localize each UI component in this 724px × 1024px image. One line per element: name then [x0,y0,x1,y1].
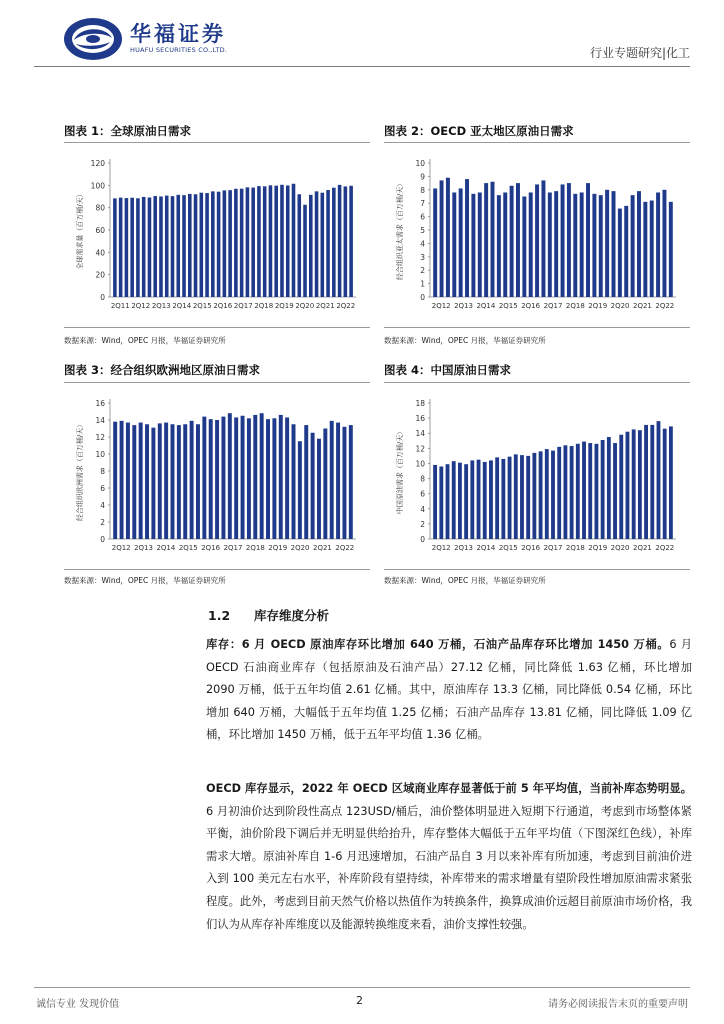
figure-3-source: 数据来源：Wind，OPEC 月报，华福证券研究所 [64,576,226,585]
x-tick-label: 2Q20 [295,302,315,310]
y-tick-label: 9 [420,172,425,182]
y-tick-label: 40 [95,248,105,258]
bar [612,191,616,297]
bar [285,417,289,539]
bar [151,428,155,539]
bar [503,192,507,297]
bar [196,424,200,539]
bar [153,196,157,297]
x-tick-label: 2Q11 [110,302,130,310]
y-tick-label: 4 [420,239,425,249]
bar [315,191,319,297]
y-tick-label: 2 [420,266,425,276]
y-axis-label: 中国原油需求（百万桶/天） [396,427,404,515]
bar [580,192,584,297]
section-number: 1.2 [208,608,231,623]
section-heading [208,606,329,624]
bar [529,192,533,297]
bar [298,441,302,539]
bar [253,415,257,539]
x-tick-label: 2Q12 [431,544,451,552]
x-tick-label: 2Q12 [131,302,151,310]
x-tick-label: 2Q16 [521,544,541,552]
y-tick-label: 0 [100,293,105,302]
bar [120,421,124,539]
x-tick-label: 2Q17 [233,302,253,310]
y-axis-label: 经合组织欧洲需求（百万桶/天） [76,420,84,522]
bar [548,192,552,297]
y-tick-label: 10 [415,159,425,168]
y-tick-label: 0 [420,535,425,544]
bar [563,445,567,539]
y-tick-label: 4 [100,501,105,510]
y-axis-label: 全球需求量（百万桶/天） [76,190,84,270]
x-tick-label: 2Q21 [633,544,652,552]
x-tick-label: 2Q15 [192,302,212,310]
bar [643,202,647,297]
bar [309,195,313,297]
bar [631,195,635,297]
bar [650,201,654,297]
paragraph-oecd-stock-body: 6 月初油价达到阶段性高点 123USD/桶后，油价整体明显进入短期下行通道，考虑到市场整体紧平衡，油价阶段下调后并无明显供给抬升，库存整体大幅低于五年平均值（下图深红色线），补库需求大增。原油补库自 1-6 月迅速增加，石油产品自 3 月以来补库有所加速，考虑到目前油价进入到 100 美元左右水平，补库阶段有望持续，补库带来的需求增量有望阶段性增加原油需求紧张程度。此外，考虑到目前天然气价格以热值作为转换条件，换算成油价远超目前原油市场价格，我们认为从库存补库维度以及能源转换维度来看，油价支撑性较强。 [206,804,692,931]
bar [205,193,209,297]
bar [489,460,493,539]
bar [240,189,244,297]
bar [554,191,558,297]
figure-4-svg [384,383,690,571]
bar [338,185,342,297]
bar [532,453,536,539]
bar [171,424,175,539]
bar [260,413,264,539]
bar [269,185,273,297]
x-tick-label: 2Q22 [336,302,356,310]
bar [215,420,219,539]
bar [561,184,565,297]
y-tick-label: 5 [420,226,425,235]
x-tick-label: 2Q22 [655,302,675,310]
bar [257,186,261,297]
y-tick-label: 0 [100,535,105,544]
figure-1-source: 数据来源：Wind，OPEC 月报，华福证券研究所 [64,336,226,345]
bar [177,425,181,539]
bar [446,464,450,539]
bar [439,466,443,539]
bar [613,443,617,539]
x-tick-label: 2Q21 [313,544,332,552]
bar [551,451,555,539]
bar [221,417,225,539]
x-tick-label: 2Q15 [498,302,518,310]
bar [332,188,336,297]
figure-3-title: 图表 3：经合组织欧洲地区原油日需求 [64,363,261,377]
paragraph-inventory-lead: 库存：6 月 OECD 原油库存环比增加 640 万桶，石油产品库存环比增加 1450 万桶。 [206,638,670,651]
bar [510,186,514,297]
x-tick-label: 2Q16 [213,302,233,310]
bar [303,205,307,297]
x-tick-label: 2Q21 [315,302,335,310]
bar [145,424,149,539]
bar [139,423,143,539]
bar [458,463,462,539]
y-tick-label: 20 [95,270,105,280]
section-title: 库存维度分析 [254,608,330,623]
y-tick-label: 6 [420,212,425,222]
bar [440,180,444,297]
bar [592,194,596,297]
x-tick-label: 2Q17 [543,302,563,310]
bar [557,447,561,539]
bar [223,190,227,297]
y-tick-label: 4 [420,504,425,514]
x-tick-label: 2Q19 [274,302,294,310]
bar [650,425,654,539]
x-tick-label: 2Q19 [588,302,608,310]
bar [483,462,487,539]
bar [190,421,194,539]
y-tick-label: 3 [420,252,425,262]
bar [459,188,463,297]
bar [286,185,290,297]
x-tick-label: 2Q14 [172,302,192,310]
bar [132,425,136,539]
logo-swirl-icon [62,16,124,62]
figure-4-title: 图表 4：中国原油日需求 [384,363,512,377]
bar [228,190,232,297]
bar [618,209,622,297]
bar [251,188,255,297]
y-tick-label: 120 [90,159,105,168]
figure-2-svg [384,143,690,329]
figure-2-source: 数据来源：Wind，OPEC 月报，华福证券研究所 [384,336,546,345]
bar [632,429,636,539]
y-tick-label: 8 [100,467,105,476]
bar [349,186,353,297]
bar [522,197,526,298]
y-tick-label: 6 [100,484,105,493]
bar [159,197,163,298]
bar [626,432,630,539]
x-tick-label: 2Q14 [476,544,496,552]
figure-1-chart [64,142,370,328]
bar [526,456,530,539]
bar [508,457,512,539]
x-tick-label: 2Q17 [223,544,243,552]
y-tick-label: 2 [420,519,425,529]
bar [638,430,642,539]
bar [464,464,468,539]
bar [321,193,325,297]
bar [516,183,520,297]
figure-4-source: 数据来源：Wind，OPEC 月报，华福证券研究所 [384,576,546,585]
bar [326,190,330,297]
figure-3-chart [64,382,370,570]
bar [211,191,215,297]
bar [292,424,296,539]
bar [637,191,641,297]
figure-2-title: 图表 2：OECD 亚太地区原油日需求 [384,124,574,138]
bar [539,451,543,539]
report-category: 行业专题研究|化工 [589,46,690,60]
figure-1-title: 图表 1：全球原油日需求 [64,124,192,138]
paragraph-inventory [206,634,692,747]
bar [478,192,482,297]
bar [669,202,673,297]
x-tick-label: 2Q18 [565,544,585,552]
x-tick-label: 2Q17 [543,544,563,552]
x-tick-label: 2Q13 [134,544,153,552]
bar [323,429,327,540]
x-tick-label: 2Q22 [655,544,675,552]
bar [624,206,628,297]
bar [165,196,169,297]
bar [541,180,545,297]
bar [656,192,660,297]
y-tick-label: 6 [420,489,425,499]
bar [477,460,481,539]
bar [535,184,539,297]
bar [520,455,524,539]
x-tick-label: 2Q18 [254,302,274,310]
bar [501,459,505,539]
bar [471,194,475,297]
bar [662,190,666,297]
x-tick-label: 2Q12 [111,544,131,552]
bar [176,195,180,297]
y-tick-label: 1 [420,279,425,289]
paragraph-inventory-body: 6 月 OECD 石油商业库存（包括原油及石油产品）27.12 亿桶，同比降低 1.63 亿桶，环比增加 2090 万桶，低于五年均值 2.61 亿桶。其中，原油库存 13.3 亿桶，同比降低 0.54 亿桶，环比增加 640 万桶，大幅低于五年均值 1.25 亿桶；石油产品库存 13.81 亿桶，同比降低 1.09 亿桶，环比增加 1450 万桶，低于五年平均值 1.36 亿桶。 [206,638,693,742]
bar [433,188,437,297]
bar [497,195,501,297]
bar [601,440,605,539]
bar [669,426,673,539]
bar [514,454,518,539]
bar [446,178,450,297]
y-tick-label: 14 [95,416,105,425]
x-tick-label: 2Q19 [268,544,288,552]
bar [182,195,186,297]
bar [452,192,456,297]
bar [317,439,321,539]
bar [470,460,474,539]
bar [657,421,661,539]
bar [484,183,488,297]
bar [599,195,603,297]
bar [330,421,334,539]
y-tick-label: 60 [95,226,105,235]
header-divider [34,66,690,67]
x-tick-label: 2Q19 [588,544,608,552]
bar [113,198,117,297]
figure-2-chart [384,142,690,328]
x-tick-label: 2Q16 [201,544,221,552]
bar [266,419,270,539]
bar [164,423,168,539]
x-tick-label: 2Q16 [521,302,541,310]
bar [194,194,198,297]
x-tick-label: 2Q15 [498,544,518,552]
paragraph-oecd-stock [206,778,692,936]
y-tick-label: 0 [420,293,425,302]
bar [491,182,495,297]
x-tick-label: 2Q13 [454,302,473,310]
x-tick-label: 2Q13 [151,302,171,310]
y-tick-label: 8 [420,185,425,195]
bar [228,413,232,539]
x-tick-label: 2Q18 [245,544,265,552]
bar [125,198,129,297]
bar [311,433,315,539]
bar [644,425,648,539]
y-tick-label: 10 [415,459,425,469]
bar [241,416,245,539]
bar [136,198,140,297]
bar [209,419,213,539]
brand-name-en: HUAFU SECURITIES CO.,LTD. [130,46,228,54]
paragraph-oecd-stock-lead: OECD 库存显示，2022 年 OECD 区域商业库存显著低于前 5 年平均值，当前补库态势明显。 [206,782,692,795]
bar [217,192,221,297]
x-tick-label: 2Q18 [565,302,585,310]
bar [200,193,204,297]
bar [183,424,187,539]
y-tick-label: 10 [95,450,105,459]
x-tick-label: 2Q21 [633,302,652,310]
x-tick-label: 2Q20 [610,302,630,310]
x-tick-label: 2Q20 [290,544,310,552]
bar [567,183,571,297]
figure-3-svg [64,383,370,571]
bar [570,446,574,539]
bar [495,457,499,539]
y-tick-label: 8 [420,474,425,484]
bar [263,186,267,297]
footer-disclaimer: 请务必阅读报告末页的重要声明 [548,999,688,1010]
bar [148,198,152,297]
bar [234,417,238,539]
footer-slogan: 诚信专业 发现价值 [36,999,120,1010]
y-tick-label: 16 [415,414,425,424]
bar [586,183,590,297]
bar [595,444,599,539]
y-tick-label: 80 [95,203,105,213]
x-tick-label: 2Q20 [610,544,630,552]
bar [545,449,549,539]
bar [246,187,250,297]
x-tick-label: 2Q12 [431,302,451,310]
figure-4-chart [384,382,690,570]
x-tick-label: 2Q22 [335,544,355,552]
bar [119,198,123,297]
x-tick-label: 2Q14 [156,544,176,552]
y-tick-label: 14 [415,429,425,439]
bar [247,418,251,539]
brand-name: 华福证券 [130,21,226,46]
company-logo [62,16,252,62]
bar [274,186,278,297]
y-tick-label: 18 [415,399,425,408]
y-tick-label: 2 [100,518,105,527]
y-tick-label: 100 [90,181,105,191]
bar [605,190,609,297]
x-tick-label: 2Q15 [178,544,198,552]
bar [158,423,162,539]
bar [292,184,296,297]
y-tick-label: 12 [95,433,105,442]
x-tick-label: 2Q13 [454,544,473,552]
bar [433,465,437,539]
bar [202,417,206,539]
bar [126,423,130,539]
bar [297,194,301,297]
bar [573,194,577,297]
bar [188,194,192,297]
y-tick-label: 12 [415,444,425,454]
bar [304,425,308,539]
bar [663,429,667,539]
bar [171,196,175,297]
bar [465,179,469,297]
bar [142,197,146,297]
bar [280,185,284,297]
bar [342,427,346,539]
bar [344,186,348,297]
bar [113,422,117,539]
bar [582,442,586,539]
x-tick-label: 2Q14 [476,302,496,310]
page-number: 2 [356,994,363,1007]
bar [576,444,580,539]
bar [349,425,353,539]
bar [279,415,283,539]
footer-divider [34,987,690,988]
bar [130,198,134,297]
bar [272,418,276,539]
figure-1-svg [64,143,370,329]
bar [336,423,340,539]
y-tick-label: 16 [95,399,105,408]
bar [452,461,456,539]
bar [619,435,623,539]
bar [234,189,238,297]
bar [588,443,592,539]
y-axis-label: 经合组织亚太需求（百万桶/天） [396,179,404,281]
y-tick-label: 7 [420,199,425,209]
bar [607,437,611,539]
